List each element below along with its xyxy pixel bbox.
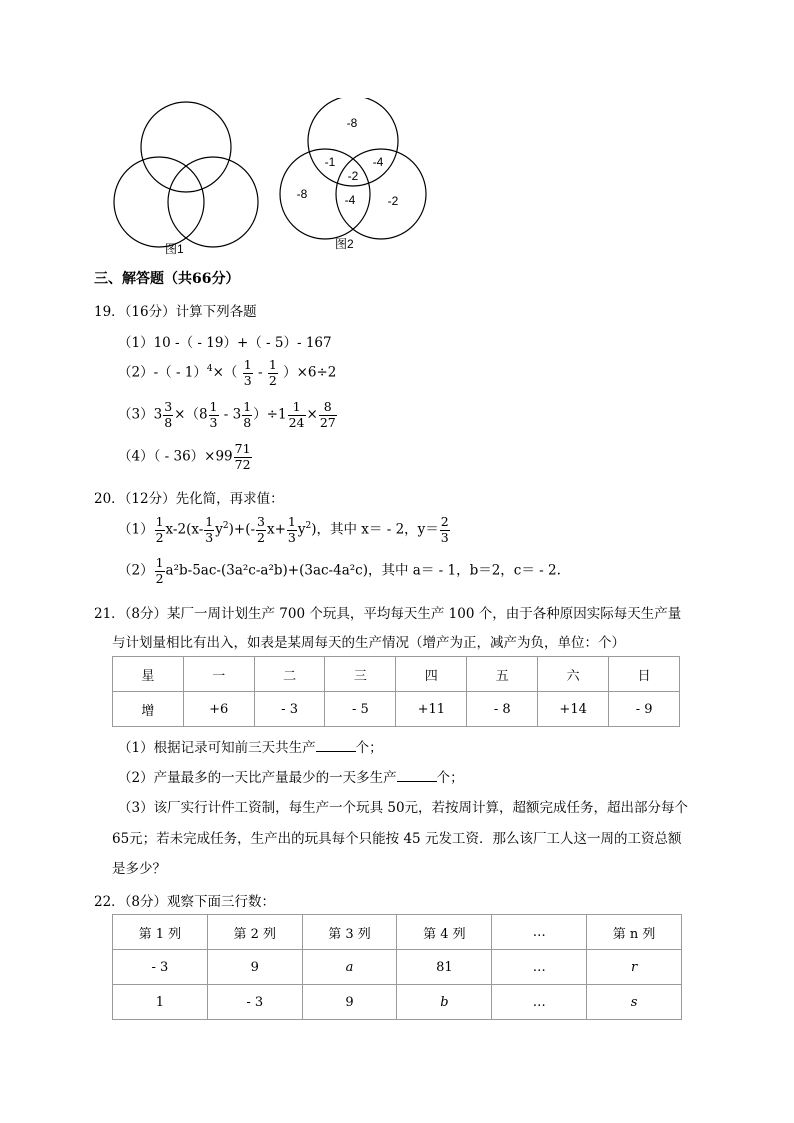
fig1-caption: 图1: [165, 242, 184, 256]
answer-blank[interactable]: [316, 739, 356, 752]
table-row: [113, 950, 682, 985]
fig1-left-circle: [114, 157, 204, 247]
q21-sub3-line1: （3）该厂实行计件工资制，每生产一个玩具 50元，若按周计算，超额完成任务，超出部分每个: [118, 800, 689, 816]
fig2-value-top: -8: [346, 116, 358, 130]
fig2-value-top-right: -4: [372, 155, 384, 169]
fig2-value-top-left: -1: [324, 155, 336, 169]
q22-number-table: [112, 914, 682, 1020]
q21-sub2: （2）产量最多的一天比产量最少的一天多生产 个；: [118, 770, 464, 786]
q20-part1: （1） $\frac{1}{2}$ x-2(x- $\frac{1}{3}$ $y^2)+(-$ $\frac{3}{2}$ x+ $\frac{1}{3}$ $y^2$)，其中 x＝ - 2，y＝ $\frac{2}{3}$: [118, 514, 449, 545]
fig2-value-left: -8: [296, 187, 308, 201]
table-cell: b: [397, 985, 492, 1020]
fig1-right-circle: [168, 157, 258, 247]
table-cell: 第 4 列: [397, 915, 492, 950]
table-cell: 第 2 列: [207, 915, 302, 950]
table-cell: 增: [113, 692, 184, 727]
q21-line1: 21．（8分）某厂一周计划生产 700 个玩具，平均每天生产 100 个，由于各种原因实际每天生产量: [94, 606, 682, 622]
venn-figures: [105, 98, 435, 258]
table-cell: …: [492, 985, 587, 1020]
table-cell: - 9: [609, 692, 680, 727]
table-cell: 81: [397, 950, 492, 985]
q20-part2: （2） $\frac{1}{2}$ a²b-5ac-(3a²c-a²b)+(3ac-4a²c)，其中 a＝ - 1，b＝2，c＝ - 2.: [118, 555, 561, 586]
table-cell: 日: [609, 657, 680, 692]
answer-blank[interactable]: [397, 769, 437, 782]
table-cell: +14: [538, 692, 609, 727]
table-cell: 四: [396, 657, 467, 692]
table-cell: 1: [113, 985, 208, 1020]
table-cell: …: [492, 950, 587, 985]
q19-header: 19．（16分）计算下列各题: [94, 304, 257, 320]
table-cell: - 5: [325, 692, 396, 727]
table-row: [113, 692, 680, 727]
q19-part4: （4）（ - 36）×99 $\frac{71}{72}$: [118, 441, 251, 472]
table-cell: 第 3 列: [302, 915, 397, 950]
q19-part3: （3）3 $\frac{3}{8}$ ×（8 $\frac{1}{3}$ - 3 $\frac{1}{8}$ ）÷1 $\frac{1}{24}$ × $\frac{8}{27}$: [118, 399, 336, 430]
fig1-top-circle: [141, 102, 231, 192]
table-cell: 五: [467, 657, 538, 692]
q19-part1: （1）10 -（ - 19）+（ - 5）- 167: [118, 335, 332, 351]
table-cell: a: [302, 950, 397, 985]
table-cell: 9: [207, 950, 302, 985]
table-cell: …: [492, 915, 587, 950]
table-cell: 三: [325, 657, 396, 692]
q20-header: 20．（12分）先化简，再求值：: [94, 491, 284, 507]
table-row: [113, 985, 682, 1020]
table-cell: - 3: [113, 950, 208, 985]
table-cell: r: [587, 950, 682, 985]
table-cell: 一: [183, 657, 254, 692]
table-cell: 二: [254, 657, 325, 692]
table-cell: 星: [113, 657, 184, 692]
figure-1: [114, 102, 258, 247]
table-cell: 9: [302, 985, 397, 1020]
table-cell: +6: [183, 692, 254, 727]
table-cell: +11: [396, 692, 467, 727]
table-cell: - 8: [467, 692, 538, 727]
fig2-value-bottom: -4: [344, 193, 356, 207]
table-cell: 第 1 列: [113, 915, 208, 950]
fig2-value-right: -2: [387, 194, 399, 208]
q21-sub1: （1）根据记录可知前三天共生产 个；: [118, 740, 383, 756]
table-cell: - 3: [254, 692, 325, 727]
table-header-row: [113, 915, 682, 950]
q21-production-table: [112, 656, 680, 727]
q22-header: 22．（8分）观察下面三行数：: [94, 894, 276, 910]
table-cell: 第 n 列: [587, 915, 682, 950]
q21-line2: 与计划量相比有出入，如表是某周每天的生产情况（增产为正，减产为负，单位：个）: [112, 635, 625, 651]
fig2-value-center: -2: [347, 169, 359, 183]
fig2-caption: 图2: [335, 237, 354, 251]
section-title: 三、解答题（共66分）: [94, 271, 240, 287]
table-cell: - 3: [207, 985, 302, 1020]
table-cell: s: [587, 985, 682, 1020]
q21-sub3-line2: 65元；若未完成任务，生产出的玩具每个只能按 45 元发工资．那么该厂工人这一周的工资总额: [112, 831, 682, 847]
table-header-row: [113, 657, 680, 692]
q19-part2: （2）-（ - 1）$^4$×（ $\frac{1}{3}$ - $\frac{1}{2}$ ）×6÷2: [118, 357, 337, 388]
table-cell: 六: [538, 657, 609, 692]
q21-sub3-line3: 是多少？: [112, 861, 166, 877]
